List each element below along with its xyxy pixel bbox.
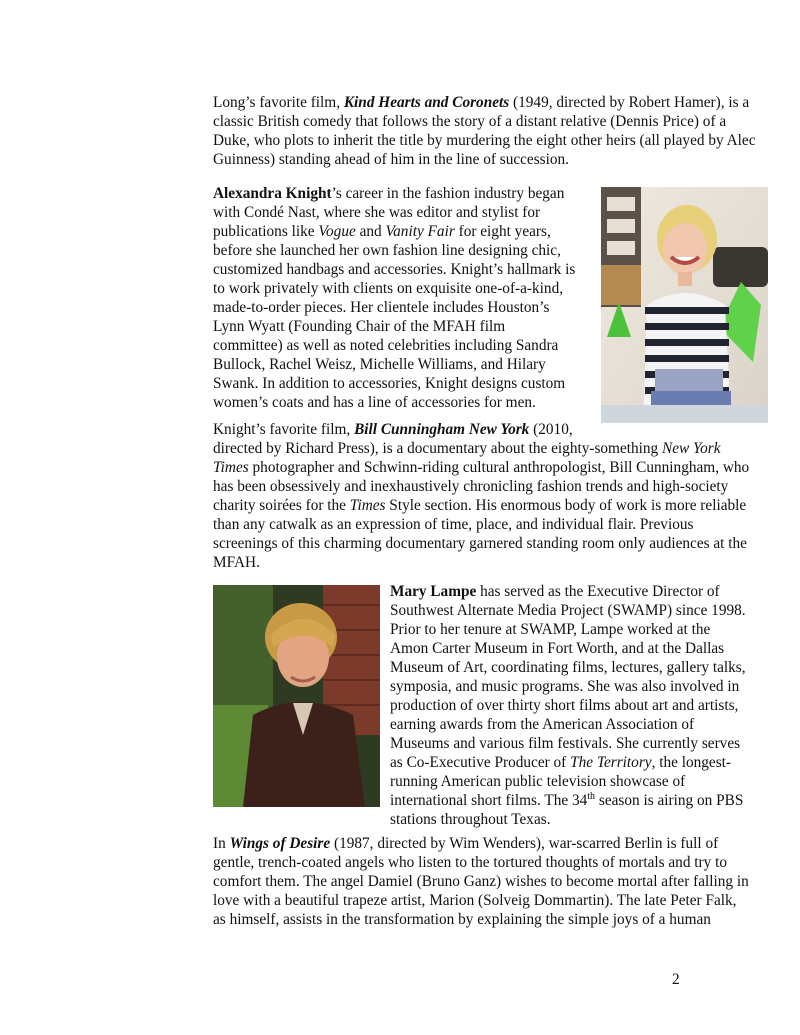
text-line: stations throughout Texas. [390, 811, 551, 828]
text-line: Duke, who plots to inherit the title by murdering the eight other heirs (all played by Alec [213, 132, 756, 149]
text-line: Prior to her tenure at SWAMP, Lampe worked at the [390, 621, 711, 638]
paragraph-mary-lampe [390, 582, 775, 829]
text-line: international short films. The 34th season is airing on PBS [390, 790, 744, 809]
paragraph-bill-cunningham [213, 420, 773, 572]
mary-lampe-photo [213, 585, 380, 807]
paragraph-kind-hearts [213, 93, 773, 169]
text-line: has been obsessively and inexhaustively chronicling fashion trends and high-society [213, 478, 729, 495]
paragraph-alexandra-knight [213, 184, 593, 412]
text-line: comfort them. The angel Damiel (Bruno Ganz) wishes to become mortal after falling in [213, 873, 749, 890]
text-line: gentle, trench-coated angels who listen to the tortured thoughts of mortals and try to [213, 854, 728, 871]
text-line: Museums and various film festivals. She currently serves [390, 735, 741, 752]
text-line: Amon Carter Museum in Fort Worth, and at the Dallas [390, 640, 725, 657]
text-line: than any catwalk as an expression of time, place, and individual flair. Previous [213, 516, 694, 533]
text-line: as Co-Executive Producer of The Territory, the longest- [390, 754, 732, 771]
text-line: women’s coats and has a line of accessories for men. [213, 394, 536, 411]
paragraph-wings-of-desire [213, 834, 773, 929]
text-line: Knight’s favorite film, Bill Cunningham New York (2010, [213, 421, 573, 438]
text-line: In Wings of Desire (1987, directed by Wim Wenders), war-scarred Berlin is full of [213, 835, 719, 852]
text-line: charity soirées for the Times Style section. His enormous body of work is more reliable [213, 497, 747, 514]
alexandra-knight-photo [601, 187, 768, 423]
text-line: classic British comedy that follows the story of a distant relative (Dennis Price) of a [213, 113, 727, 130]
text-line: symposia, and music programs. She was also involved in [390, 678, 740, 695]
text-line: directed by Richard Press), is a documentary about the eighty-something New York [213, 440, 721, 457]
text-line: MFAH. [213, 554, 260, 571]
text-line: Southwest Alternate Media Project (SWAMP) since 1998. [390, 602, 746, 619]
text-line: to work privately with clients on exquisite one-of-a-kind, [213, 280, 564, 297]
person-name: Mary Lampe [390, 583, 477, 600]
text-line: Bullock, Rachel Weisz, Michelle Williams, and Hilary [213, 356, 546, 373]
text-line: Museum of Art, coordinating films, lectures, gallery talks, [390, 659, 746, 676]
text-line: committee) as well as noted celebrities including Sandra [213, 337, 559, 354]
text-line: love with a beautiful trapeze artist, Marion (Solveig Dommartin). The late Peter Falk, [213, 892, 737, 909]
text-line: screenings of this charming documentary garnered standing room only audiences at the [213, 535, 747, 552]
text-line: before she launched her own fashion line designing chic, [213, 242, 561, 259]
text-line: Long’s favorite film, Kind Hearts and Coronets (1949, directed by Robert Hamer), is a [213, 94, 750, 111]
text-line: made-to-order pieces. Her clientele includes Houston’s [213, 299, 550, 316]
film-title: Bill Cunningham New York [354, 421, 530, 438]
person-name: Alexandra Knight [213, 185, 332, 202]
text-line: production of over thirty short films about art and artists, [390, 697, 739, 714]
text-line: Lynn Wyatt (Founding Chair of the MFAH film [213, 318, 506, 335]
text-line: earning awards from the American Association of [390, 716, 695, 733]
film-title: Wings of Desire [229, 835, 331, 852]
text-line: running American public television showcase of [390, 773, 686, 790]
text-line: Times photographer and Schwinn-riding cultural anthropologist, Bill Cunningham, who [213, 459, 750, 476]
text-line: Guinness) standing ahead of him in the line of succession. [213, 151, 570, 168]
text-line: Swank. In addition to accessories, Knight designs custom [213, 375, 566, 392]
text-line: customized handbags and accessories. Knight’s hallmark is [213, 261, 576, 278]
text-line: as himself, assists in the transformation by explaining the simple joys of a human [213, 911, 711, 928]
page-number: 2 [672, 971, 680, 988]
text-line: with Condé Nast, where she was editor and stylist for [213, 204, 541, 221]
text-line: Alexandra Knight’s career in the fashion industry began [213, 185, 565, 202]
film-title: Kind Hearts and Coronets [343, 94, 510, 111]
text-line: Mary Lampe has served as the Executive Director of [390, 583, 720, 600]
text-line: publications like Vogue and Vanity Fair for eight years, [213, 223, 551, 240]
